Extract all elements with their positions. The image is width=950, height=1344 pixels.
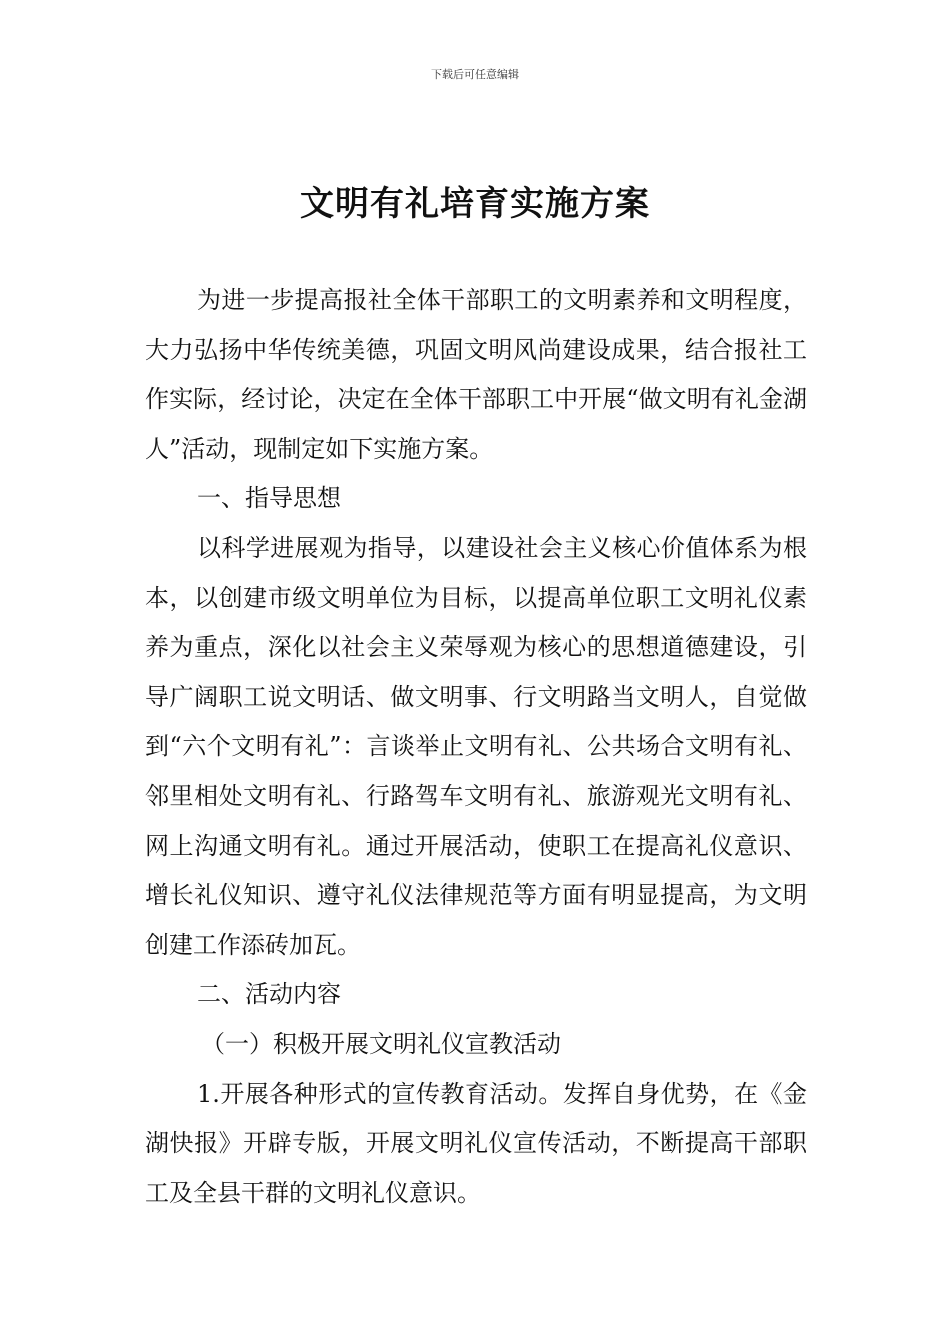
- intro-paragraph: 为进一步提高报社全体干部职工的文明素养和文明程度，大力弘扬中华传统美德，巩固文明风尚建设成果，结合报社工作实际，经讨论，决定在全体干部职工中开展“做文明有礼金湖人”活动，现制定如下实施方案。: [145, 286, 807, 463]
- section-heading-activity-content: 二、活动内容: [197, 980, 341, 1009]
- item-1-paragraph: 1.开展各种形式的宣传教育活动。发挥自身优势，在《金湖快报》开辟专版，开展文明礼仪宣传活动，不断提高干部职工及全县干群的文明礼仪意识。: [145, 1079, 807, 1207]
- document-title: 文明有礼培育实施方案: [300, 184, 650, 224]
- guiding-thought-paragraph: 以科学进展观为指导，以建设社会主义核心价值体系为根本，以创建市级文明单位为目标，以提高单位职工文明礼仪素养为重点，深化以社会主义荣辱观为核心的思想道德建设，引导广阔职工说文明话、做文明事、行文明路当文明人，自觉做到“六个文明有礼”：言谈举止文明有礼、公共场合文明有礼、邻里相处文明有礼、行路驾车文明有礼、旅游观光文明有礼、网上沟通文明有礼。通过开展活动，使职工在提高礼仪意识、增长礼仪知识、遵守礼仪法律规范等方面有明显提高，为文明创建工作添砖加瓦。: [145, 533, 807, 959]
- subsection-heading-etiquette-education: （一）积极开展文明礼仪宣教活动: [201, 1029, 561, 1058]
- section-heading-guiding-thought: 一、指导思想: [197, 484, 341, 513]
- header-note: 下载后可任意编辑: [431, 68, 519, 81]
- document-body: [145, 276, 807, 1218]
